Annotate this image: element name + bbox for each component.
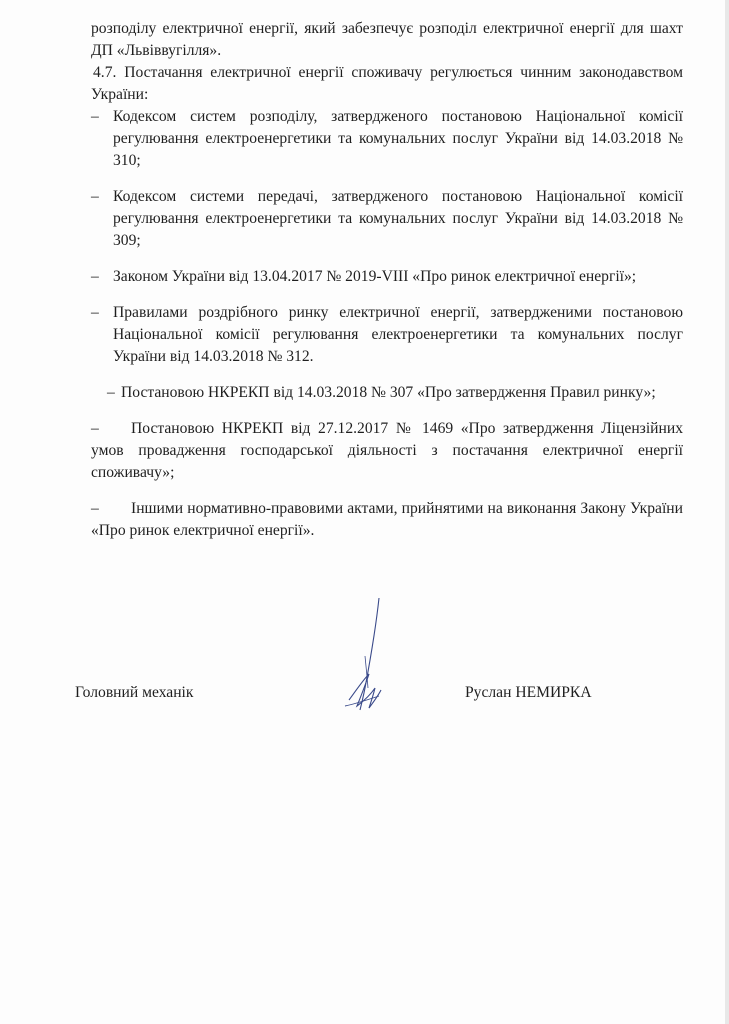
list-item-text: Постановою НКРЕКП від 27.12.2017 № 1469 «Про затвердження Ліцензійних умов провадження господарської діяльності з постачання електричної енергії споживачу»; xyxy=(91,420,683,481)
list-dash: – xyxy=(107,384,115,401)
list-item-text: Кодексом систем розподілу, затвердженого постановою Національної комісії регулювання електроенергетики та комунальних послуг України від 14.03.2018 № 310; xyxy=(113,108,683,169)
list-item-text: Законом України від 13.04.2017 № 2019-VIII «Про ринок електричної енергії»; xyxy=(113,268,637,285)
paragraph-continuation: розподілу електричної енергії, який забезпечує розподіл електричної енергії для шахт ДП «Львіввугілля». xyxy=(91,20,683,59)
signer-position: Головний механік xyxy=(75,684,194,701)
list-item-text: Кодексом системи передачі, затвердженого постановою Національної комісії регулювання електроенергетики та комунальних послуг України від 14.03.2018 № 309; xyxy=(113,188,683,249)
list-item xyxy=(91,186,683,252)
list-dash: – xyxy=(91,304,99,321)
document-body xyxy=(91,18,683,542)
list-item xyxy=(91,498,683,542)
list-item xyxy=(91,106,683,172)
list-item xyxy=(91,302,683,368)
list-dash: – xyxy=(91,108,99,125)
list-item xyxy=(107,382,683,404)
list-item xyxy=(91,266,683,288)
list-item-text: Постановою НКРЕКП від 14.03.2018 № 307 «Про затвердження Правил ринку»; xyxy=(121,384,656,401)
list-item-text: Правилами роздрібного ринку електричної енергії, затвердженими постановою Національної комісії регулювання електроенергетики та комунальних послуг України від 14.03.2018 № 312. xyxy=(113,304,683,365)
list-item xyxy=(91,418,683,484)
list-item-text: Іншими нормативно-правовими актами, прийнятими на виконання Закону України «Про ринок електричної енергії». xyxy=(91,500,683,539)
section-4-7: 4.7. Постачання електричної енергії споживачу регулюється чинним законодавством України: xyxy=(91,64,683,103)
signature-row xyxy=(75,682,675,706)
list-dash: – xyxy=(91,420,99,437)
list-dash: – xyxy=(91,188,99,205)
list-dash: – xyxy=(91,268,99,285)
list-dash: – xyxy=(91,500,99,517)
signer-name: Руслан НЕМИРКА xyxy=(465,684,592,701)
scan-edge xyxy=(725,0,729,1024)
